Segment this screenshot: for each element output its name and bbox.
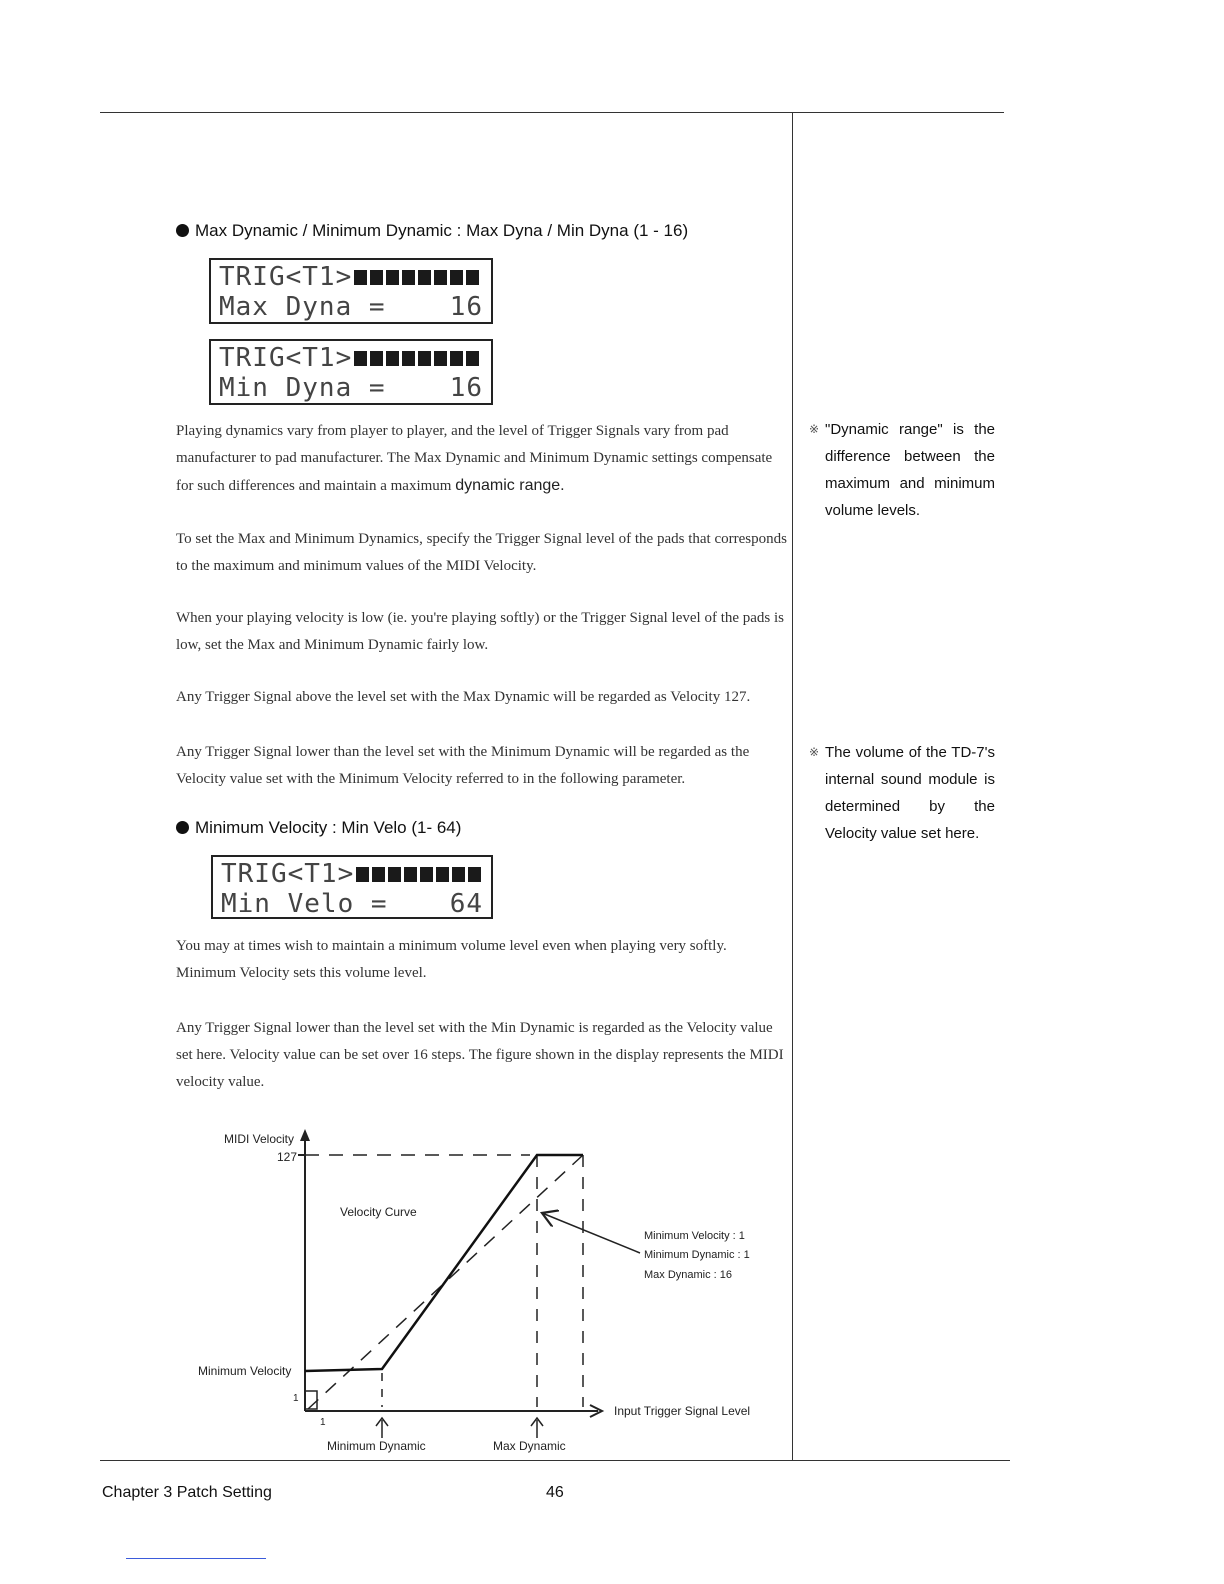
lcd-param-value: 16 [449,373,483,403]
y-axis-arrow-icon [300,1129,310,1141]
x-axis-label: Input Trigger Signal Level [614,1404,751,1418]
lcd-line-trig: TRIG<T1> [219,343,353,373]
velocity-curve-diagram [180,1125,800,1460]
lcd-param-label: Min Dyna = [219,373,386,403]
bottom-rule [100,1460,1010,1461]
note-marker-icon: ※ [809,745,820,759]
side-note-dynamic-range: ※ "Dynamic range" is the difference between the maximum and minimum volume levels. [825,416,995,524]
lcd-display-min-dyna [209,339,493,405]
lcd-param-value: 16 [449,292,483,322]
curve-label: Velocity Curve [340,1205,417,1219]
velocity-curve [305,1155,583,1371]
lcd-display-min-velo [211,855,493,919]
legend-pointer [542,1213,640,1253]
max-dynamic-label: Max Dynamic [493,1439,566,1453]
lcd-line-trig: TRIG<T1> [219,262,353,292]
y-tick-127: 127 [277,1150,298,1164]
min-dynamic-label: Minimum Dynamic [327,1439,426,1453]
term-dynamic-range: dynamic range. [455,477,565,494]
top-rule [100,112,1004,113]
paragraph-velocity-steps: Any Trigger Signal lower than the level set with the Min Dynamic is regarded as the Velocity value set here. Velocity value can be set over 16 steps. The figure shown in the display represents the MIDI velocity value. [176,1020,784,1090]
lcd-blocks-icon [356,867,481,882]
lcd-param-value: 64 [449,889,483,919]
lcd-line-trig: TRIG<T1> [221,859,355,889]
legend-max-dynamic: Max Dynamic : 16 [644,1269,733,1281]
lcd-param-label: Min Velo = [221,889,388,919]
bullet-icon [176,821,189,834]
paragraph-min-volume: You may at times wish to maintain a minimum volume level even when playing very softly. Minimum Velocity sets this volume level. [176,938,727,981]
footer-underline [126,1558,266,1559]
y-axis-label: MIDI Velocity [224,1132,295,1146]
section-heading-min-velocity: Minimum Velocity : Min Velo (1- 64) [176,818,461,838]
page-number: 46 [546,1484,564,1501]
section-heading-dynamic: Max Dynamic / Minimum Dynamic : Max Dyna / Min Dyna (1 - 16) [176,221,688,241]
lcd-blocks-icon [354,351,479,366]
side-note-velocity: ※ The volume of the TD-7's internal sound module is determined by the Velocity value set here. [825,739,995,847]
legend-min-dynamic: Minimum Dynamic : 1 [644,1249,750,1261]
y-tick-1: 1 [293,1393,299,1404]
paragraph-dynamics-intro: Playing dynamics vary from player to player, and the level of Trigger Signals vary from pad manufacturer to pad manufacturer. The Max Dynamic and Minimum Dynamic settings compensate for such differences and maintain a maximum dynamic range. [176,423,773,494]
bullet-icon [176,224,189,237]
paragraph-above-max: Any Trigger Signal above the level set with the Max Dynamic will be regarded as Velocity 127. [176,689,751,705]
lcd-display-max-dyna [209,258,493,324]
legend-min-velocity: Minimum Velocity : 1 [644,1230,745,1242]
paragraph-set-dynamics: To set the Max and Minimum Dynamics, specify the Trigger Signal level of the pads that corresponds to the maximum and minimum values of the MIDI Velocity. [176,531,787,574]
chapter-label: Chapter 3 Patch Setting [102,1484,272,1501]
note-marker-icon: ※ [809,422,820,436]
lcd-param-label: Max Dyna = [219,292,386,322]
min-velocity-label: Minimum Velocity [198,1364,292,1378]
x-tick-1: 1 [320,1417,326,1428]
lcd-blocks-icon [354,270,479,285]
paragraph-below-min: Any Trigger Signal lower than the level set with the Minimum Dynamic will be regarded as the Velocity value set with the Minimum Velocity referred to in the following parameter. [176,744,750,787]
paragraph-low-velocity: When your playing velocity is low (ie. you're playing softly) or the Trigger Signal level of the pads is low, set the Max and Minimum Dynamic fairly low. [176,610,785,653]
